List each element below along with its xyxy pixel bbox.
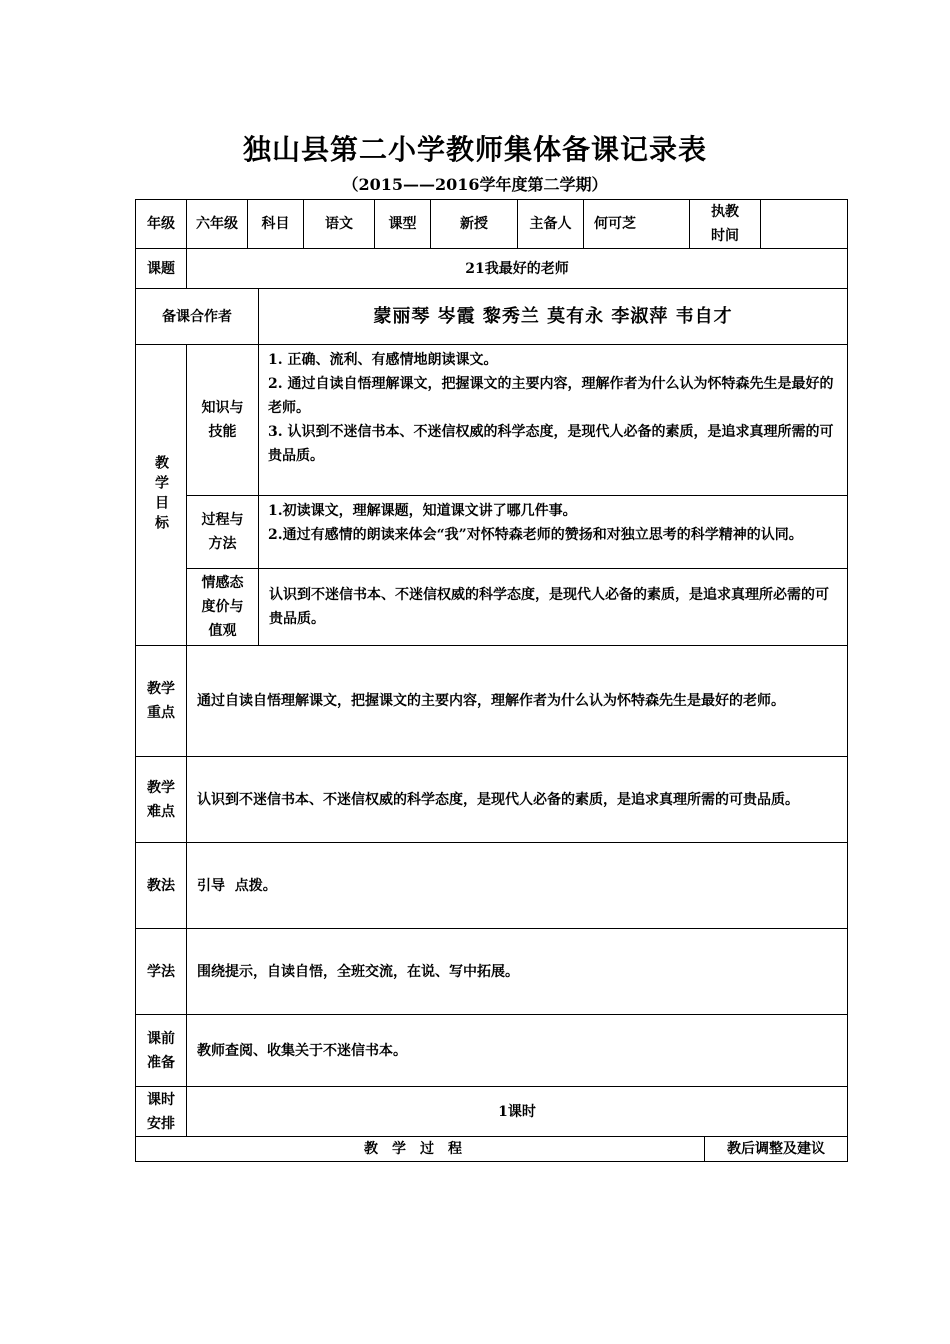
type-value: 新授 [430,199,518,249]
learning-method-label: 学法 [135,928,187,1015]
process-line: 1.初读课文，理解课题，知道课文讲了哪几件事。 [268,503,577,519]
page-title: 独山县第二小学教师集体备课记录表 [242,133,707,166]
emotion-content: 认识到不迷信书本、不迷信权威的科学态度，是现代人必备的素质，是追求真理所必需的可贵品质。 [258,568,848,646]
topic-value: 21我最好的老师 [186,248,848,289]
teach-time-value [760,199,848,249]
knowledge-line: 1. 正确、流利、有感情地朗读课文。 [268,352,498,368]
subject-label: 科目 [247,199,304,249]
difficulties-content: 认识到不迷信书本、不迷信权威的科学态度，是现代人必备的素质，是追求真理所需的可贵品质。 [186,756,848,843]
collaborators-value: 蒙丽琴 岑霞 黎秀兰 莫有永 李淑萍 韦自才 [258,288,848,345]
collaborators-label: 备课合作者 [135,288,259,345]
teaching-method-label: 教法 [135,842,187,929]
learning-method-content: 围绕提示，自读自悟，全班交流，在说、写中拓展。 [186,928,848,1015]
knowledge-line: 3. 认识到不迷信书本、不迷信权威的科学态度，是现代人必备的素质，是追求真理所需的可贵品质。 [268,424,834,464]
type-label: 课型 [374,199,431,249]
objectives-label [135,344,187,646]
key-points-content: 通过自读自悟理解课文，把握课文的主要内容，理解作者为什么认为怀特森先生是最好的老师。 [186,645,848,757]
knowledge-content [258,344,848,496]
process-content [258,495,848,569]
teaching-method-content: 引导 点拨。 [186,842,848,929]
lead-label: 主备人 [517,199,584,249]
knowledge-line: 2. 通过自读自悟理解课文，把握课文的主要内容，理解作者为什么认为怀特森先生是最好的老师。 [268,376,834,416]
schedule-label: 课时安排 [135,1086,187,1137]
page-subtitle: （2015——2016学年度第二学期） [342,175,608,194]
process-line: 2.通过有感情的朗读来体会“我”对怀特森老师的赞扬和对独立思考的科学精神的认同。 [268,527,803,543]
teach-time-label: 执教时间 [689,199,761,249]
knowledge-label: 知识与技能 [186,344,259,496]
process-header: 教学过程 [135,1136,705,1162]
schedule-content: 1课时 [186,1086,848,1137]
preparation-label: 课前准备 [135,1014,187,1087]
topic-label: 课题 [135,248,187,289]
preparation-content: 教师查阅、收集关于不迷信书本。 [186,1014,848,1087]
lesson-plan-table [135,199,848,1162]
grade-value: 六年级 [186,199,248,249]
process-label: 过程与方法 [186,495,259,569]
difficulties-label: 教学难点 [135,756,187,843]
subject-value: 语文 [303,199,375,249]
emotion-label: 情感态度价与值观 [186,568,259,646]
grade-label: 年级 [135,199,187,249]
adjust-header: 教后调整及建议 [704,1136,848,1162]
objectives-label-text: 教学目标 [153,455,169,535]
key-points-label: 教学重点 [135,645,187,757]
lead-value: 何可芝 [583,199,690,249]
